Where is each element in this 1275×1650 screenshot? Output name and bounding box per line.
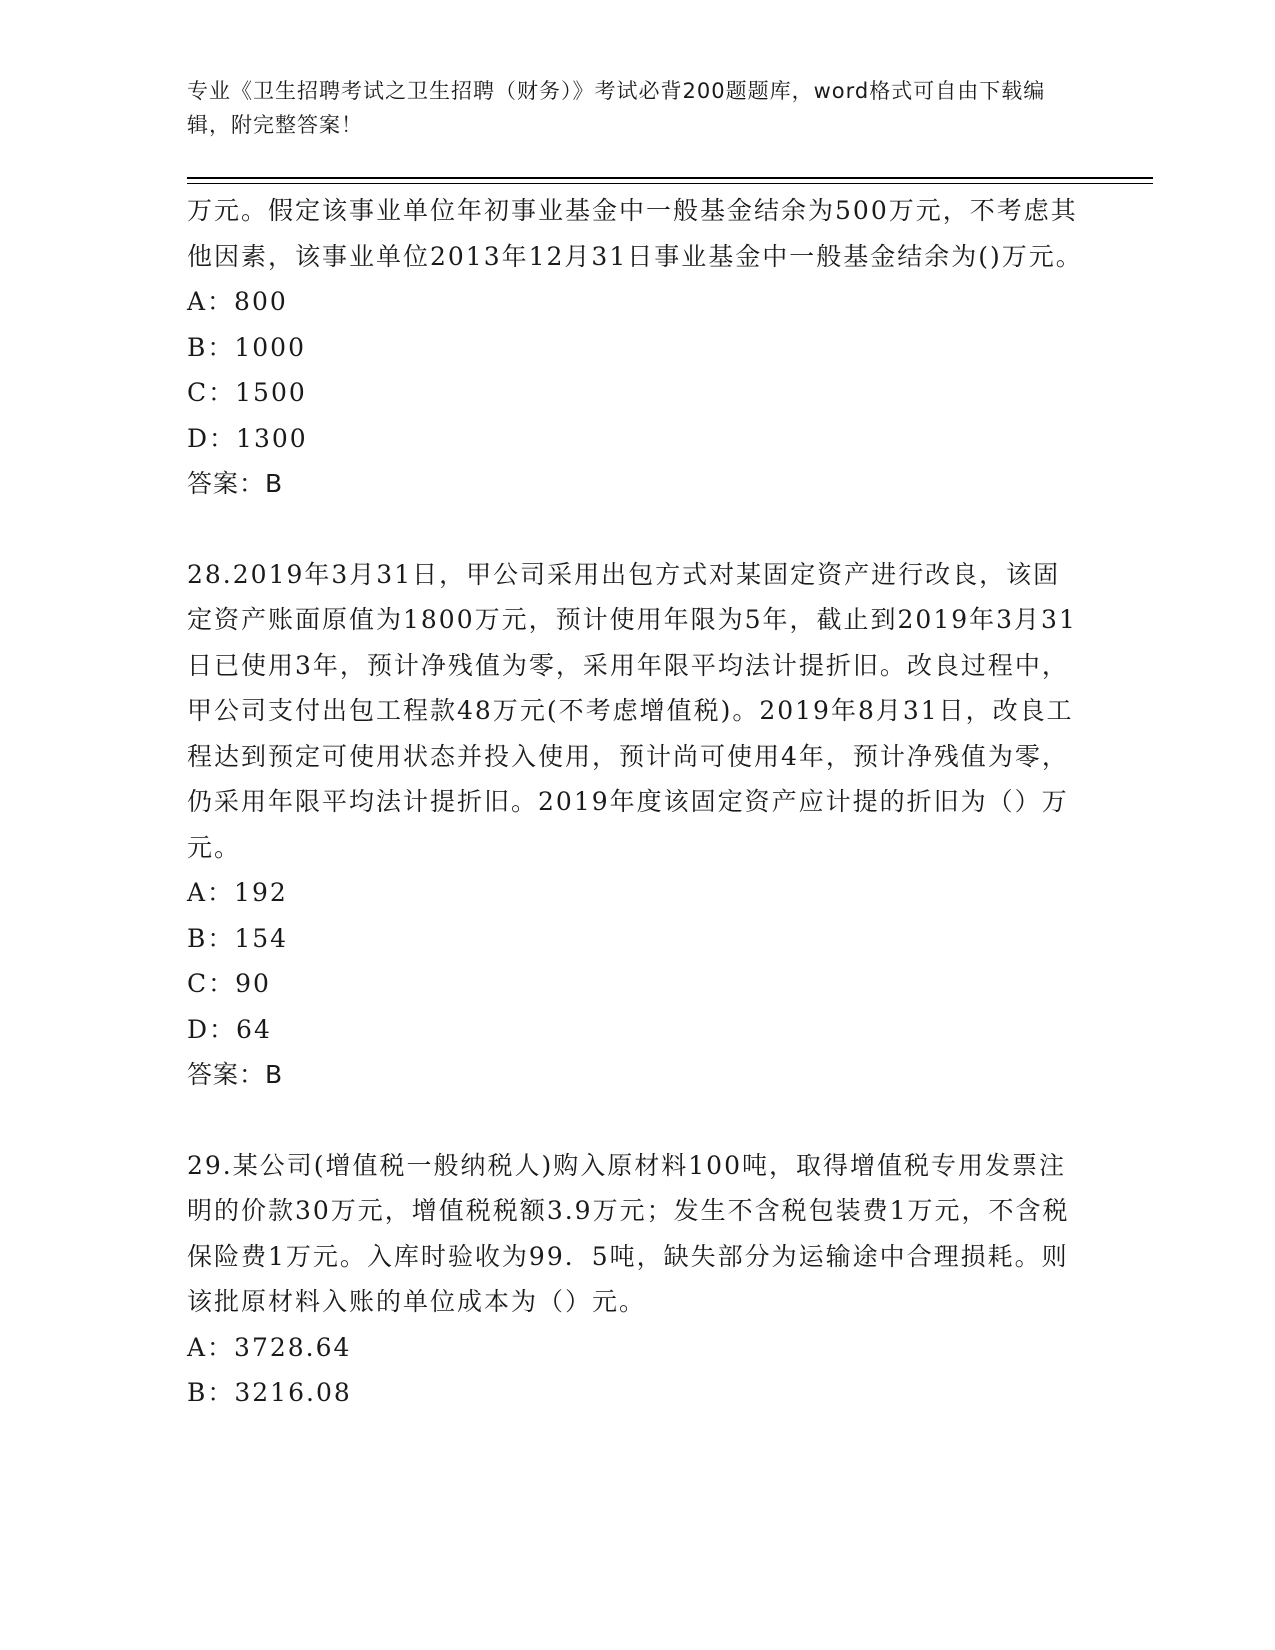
header-rule-thin (187, 183, 1153, 184)
question-29 (187, 1143, 1087, 1416)
document-body (187, 188, 1087, 1416)
option-b: B：154 (187, 923, 289, 953)
question-stem: 29.某公司(增值税一般纳税人)购入原材料100吨，取得增值税专用发票注明的价款30万元，增值税税额3.9万元；发生不含税包装费1万元，不含税保险费1万元。入库时验收为99．5吨，缺失部分为运输途中合理损耗。则该批原材料入账的单位成本为（）元。 (187, 1150, 1070, 1316)
option-a: A：800 (187, 287, 288, 316)
option-c: C：1500 (187, 378, 307, 407)
question-27 (187, 188, 1087, 507)
option-a: A：3728.64 (187, 1332, 352, 1362)
option-b: B：1000 (187, 332, 306, 362)
answer-label: 答案：B (187, 1060, 284, 1089)
option-c: C：90 (187, 969, 271, 998)
spacer (187, 1098, 1087, 1143)
option-d: D：64 (187, 1014, 272, 1044)
header-rule-thick (187, 177, 1153, 179)
option-a: A：192 (187, 878, 288, 907)
question-28 (187, 552, 1087, 1098)
spacer (187, 507, 1087, 552)
option-b: B：3216.08 (187, 1378, 352, 1407)
document-header: 专业《卫生招聘考试之卫生招聘（财务）》考试必背200题题库，word格式可自由下载编辑，附完整答案！ (187, 79, 1046, 137)
question-stem: 万元。假定该事业单位年初事业基金中一般基金结余为500万元，不考虑其他因素，该事业单位2013年12月31日事业基金中一般基金结余为()万元。 (187, 196, 1083, 271)
answer-label: 答案：B (187, 469, 284, 498)
question-stem: 28.2019年3月31日，甲公司采用出包方式对某固定资产进行改良，该固定资产账面原值为1800万元，预计使用年限为5年，截止到2019年3月31日已使用3年，预计净残值为零，采用年限平均法计提折旧。改良过程中，甲公司支付出包工程款48万元(不考虑增值税)。2019年8月31日，改良工程达到预定可使用状态并投入使用，预计尚可使用4年，预计净残值为零，仍采用年限平均法计提折旧。2019年度该固定资产应计提的折旧为（）万元。 (187, 559, 1077, 862)
option-d: D：1300 (187, 423, 308, 453)
